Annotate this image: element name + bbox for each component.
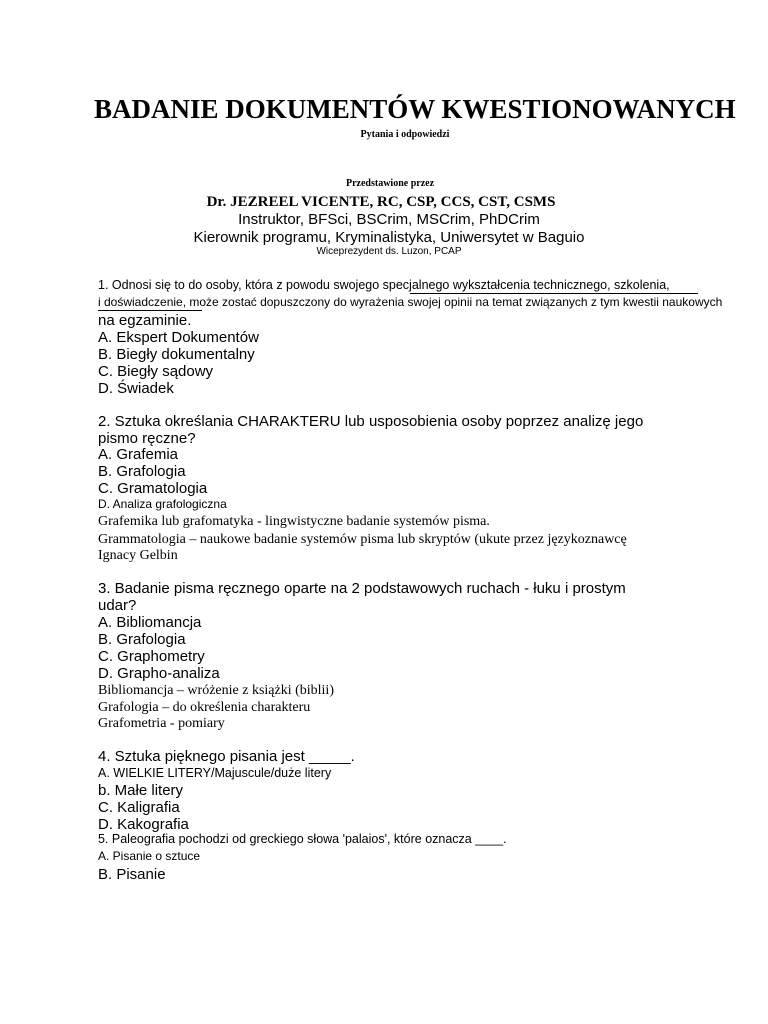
presented-by-label: Przedstawione przez: [345, 178, 435, 189]
q1-option-b: B. Biegły dokumentalny: [98, 346, 255, 363]
q1-text-line2: i doświadczenie, może zostać dopuszczony do wyrażenia swojej opinii na temat związanych z tym kwestii naukowych: [98, 295, 723, 309]
q4-text-line1: 4. Sztuka pięknego pisania jest _____.: [98, 748, 355, 765]
q4-option-d: D. Kakografia: [98, 816, 189, 833]
q3-option-d: D. Grapho-analiza: [98, 665, 220, 682]
q1-option-c: C. Biegły sądowy: [98, 363, 214, 380]
q3-note-3: Grafometria - pomiary: [98, 716, 225, 731]
q2-note-3: Ignacy Gelbin: [98, 548, 178, 563]
q2-text-line2: pismo ręczne?: [98, 430, 196, 447]
q2-text-line1: 2. Sztuka określania CHARAKTERU lub usposobienia osoby poprzez analizę jego: [98, 413, 644, 430]
q2-note-1: Grafemika lub grafomatyka - lingwistyczne badanie systemów pisma.: [98, 514, 490, 529]
q5-option-b: B. Pisanie: [98, 866, 166, 883]
q5-text-line1: 5. Paleografia pochodzi od greckiego słowa 'palaios', które oznacza ____.: [98, 832, 507, 846]
author-role-program-head: Kierownik programu, Kryminalistyka, Uniwersytet w Baguio: [193, 229, 585, 246]
q1-underline-1: [410, 293, 698, 294]
q3-option-c: C. Graphometry: [98, 648, 205, 665]
q3-note-2: Grafologia – do określenia charakteru: [98, 700, 311, 715]
author-role-instructor: Instruktor, BFSci, BSCrim, MSCrim, PhDCrim: [238, 211, 540, 228]
q5-option-a: A. Pisanie o sztuce: [98, 849, 201, 863]
q1-option-a: A. Ekspert Dokumentów: [98, 329, 259, 346]
q1-underline-2: [98, 310, 202, 311]
q3-option-a: A. Bibliomancja: [98, 614, 202, 631]
document-subtitle: Pytania i odpowiedzi: [360, 129, 450, 140]
q1-text-line3: na egzaminie.: [98, 312, 192, 329]
q1-text-line1: 1. Odnosi się to do osoby, która z powodu swojego specjalnego wykształcenia technicznego, szkolenia,: [98, 278, 670, 292]
q2-option-c: C. Gramatologia: [98, 480, 208, 497]
q2-option-d: D. Analiza grafologiczna: [98, 497, 227, 511]
q2-option-b: B. Grafologia: [98, 463, 186, 480]
q3-option-b: B. Grafologia: [98, 631, 186, 648]
q2-note-2: Grammatologia – naukowe badanie systemów pisma lub skryptów (ukute przez językoznawcę: [98, 532, 627, 547]
q3-note-1: Bibliomancja – wróżenie z książki (biblii): [98, 683, 334, 698]
q4-option-a: A. WIELKIE LITERY/Majuscule/duże litery: [98, 766, 332, 780]
q1-option-d: D. Świadek: [98, 380, 174, 397]
q3-text-line1: 3. Badanie pisma ręcznego oparte na 2 podstawowych ruchach - łuku i prostym: [98, 580, 626, 597]
q4-option-c: C. Kaligrafia: [98, 799, 180, 816]
author-name: Dr. JEZREEL VICENTE, RC, CSP, CCS, CST, CSMS: [206, 194, 556, 210]
q3-text-line2: udar?: [98, 597, 137, 614]
document-title: BADANIE DOKUMENTÓW KWESTIONOWANYCH: [94, 94, 736, 124]
author-role-vice-president: Wiceprezydent ds. Luzon, PCAP: [316, 246, 462, 257]
q4-option-b: b. Małe litery: [98, 782, 184, 799]
q2-option-a: A. Grafemia: [98, 446, 179, 463]
